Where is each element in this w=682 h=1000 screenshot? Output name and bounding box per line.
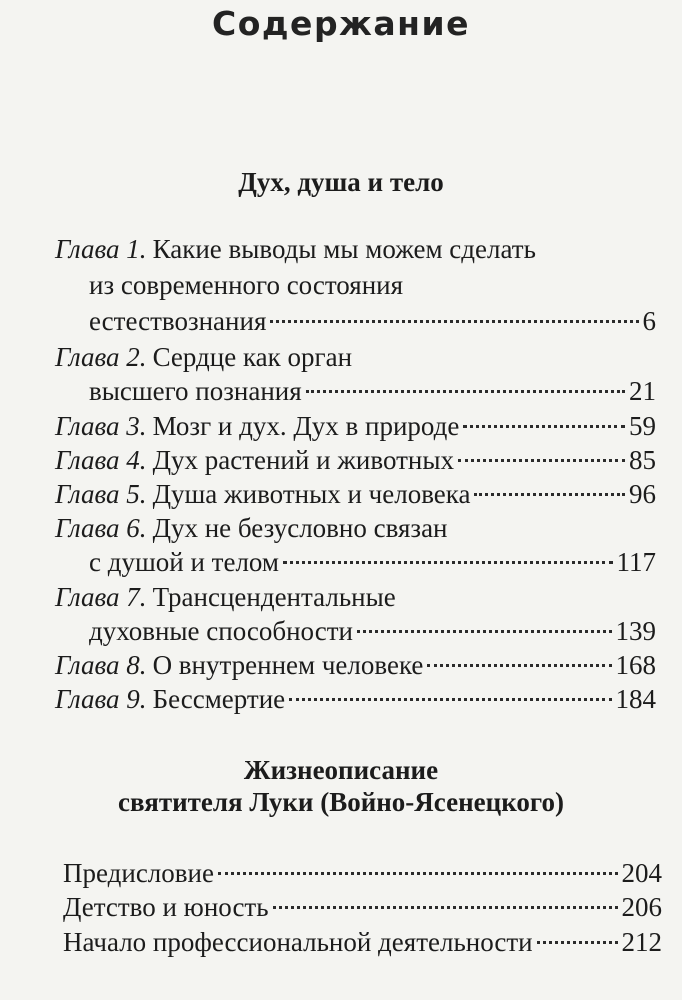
entry-title-continuation: высшего познания bbox=[89, 376, 302, 406]
page-number: 96 bbox=[629, 479, 656, 509]
entry-title: Какие выводы мы можем сделать bbox=[152, 234, 536, 264]
chapter-label: Глава 6. bbox=[55, 513, 147, 543]
toc-entry-chapter-2-line-1 bbox=[55, 340, 352, 374]
page-number: 206 bbox=[621, 892, 662, 922]
entry-title-continuation: духовные способности bbox=[89, 616, 353, 646]
chapter-label: Глава 5. bbox=[55, 479, 147, 509]
dot-leader bbox=[357, 630, 612, 633]
entry-title-continuation: естествознания bbox=[89, 306, 267, 336]
entry-title: Дух растений и животных bbox=[152, 445, 454, 475]
toc-entry-chapter-7-line-1 bbox=[55, 580, 396, 614]
section-heading: Дух, душа и тело bbox=[238, 167, 444, 197]
toc-entry-chapter-7-line-2 bbox=[89, 614, 656, 648]
entry-title: Сердце как орган bbox=[152, 342, 353, 372]
dot-leader bbox=[306, 390, 625, 393]
toc-entry-chapter-1-line-1 bbox=[55, 232, 536, 266]
toc-entry-chapter-4 bbox=[55, 443, 656, 477]
page-number: 139 bbox=[615, 616, 656, 646]
toc-entry-chapter-3 bbox=[55, 409, 656, 443]
entry-title-continuation: из современного состояния bbox=[89, 270, 404, 300]
page-number: 168 bbox=[615, 650, 656, 680]
entry-title: Душа животных и человека bbox=[152, 479, 471, 509]
entry-title: Начало профессиональной деятельности bbox=[63, 927, 533, 957]
page-number: 184 bbox=[615, 684, 656, 714]
chapter-label: Глава 4. bbox=[55, 445, 147, 475]
entry-title-continuation: с душой и телом bbox=[89, 547, 279, 577]
dot-leader bbox=[283, 561, 613, 564]
dot-leader bbox=[474, 493, 625, 496]
chapter-label: Глава 3. bbox=[55, 411, 147, 441]
toc-entry-chapter-5 bbox=[55, 477, 656, 511]
entry-title: Бессмертие bbox=[152, 684, 286, 714]
page-number: 21 bbox=[629, 376, 656, 406]
entry-title: О внутреннем человеке bbox=[152, 650, 424, 680]
chapter-label: Глава 2. bbox=[55, 342, 147, 372]
toc-entry-chapter-2-line-2 bbox=[89, 374, 656, 408]
page-number: 204 bbox=[621, 858, 662, 888]
toc-entry-chapter-6-line-2 bbox=[89, 545, 656, 579]
section-heading bbox=[0, 754, 682, 818]
dot-leader bbox=[218, 872, 618, 875]
chapter-label: Глава 7. bbox=[55, 582, 147, 612]
toc-entry-career-start bbox=[63, 925, 662, 959]
page-number: 117 bbox=[616, 547, 656, 577]
entry-title: Предисловие bbox=[63, 858, 214, 888]
page-number: 212 bbox=[621, 927, 662, 957]
toc-entry-chapter-9 bbox=[55, 682, 656, 716]
dot-leader bbox=[289, 698, 611, 701]
page-number: 6 bbox=[642, 306, 656, 336]
dot-leader bbox=[270, 320, 638, 323]
entry-title: Детство и юность bbox=[63, 892, 269, 922]
chapter-label: Глава 8. bbox=[55, 650, 147, 680]
chapter-label: Глава 1. bbox=[55, 234, 147, 264]
dot-leader bbox=[427, 664, 611, 667]
chapter-label: Глава 9. bbox=[55, 684, 147, 714]
entry-title: Мозг и дух. Дух в природе bbox=[152, 411, 460, 441]
dot-leader bbox=[463, 425, 625, 428]
toc-entry-chapter-1-line-2 bbox=[89, 268, 403, 302]
dot-leader bbox=[273, 906, 618, 909]
section-heading-line: Жизнеописание bbox=[243, 755, 439, 785]
toc-entry-chapter-8 bbox=[55, 648, 656, 682]
toc-entry-chapter-1-line-3 bbox=[89, 304, 656, 338]
section-heading-line: святителя Луки (Войно-Ясенецкого) bbox=[118, 787, 564, 817]
toc-entry-childhood bbox=[63, 890, 662, 924]
page-title: Содержание bbox=[212, 4, 470, 43]
entry-title: Трансцендентальные bbox=[152, 582, 396, 612]
toc-entry-chapter-6-line-1 bbox=[55, 511, 448, 545]
dot-leader bbox=[458, 459, 625, 462]
dot-leader bbox=[537, 941, 618, 944]
entry-title: Дух не безусловно связан bbox=[152, 513, 448, 543]
page-number: 59 bbox=[629, 411, 656, 441]
page-number: 85 bbox=[629, 445, 656, 475]
toc-entry-preface bbox=[63, 856, 662, 890]
